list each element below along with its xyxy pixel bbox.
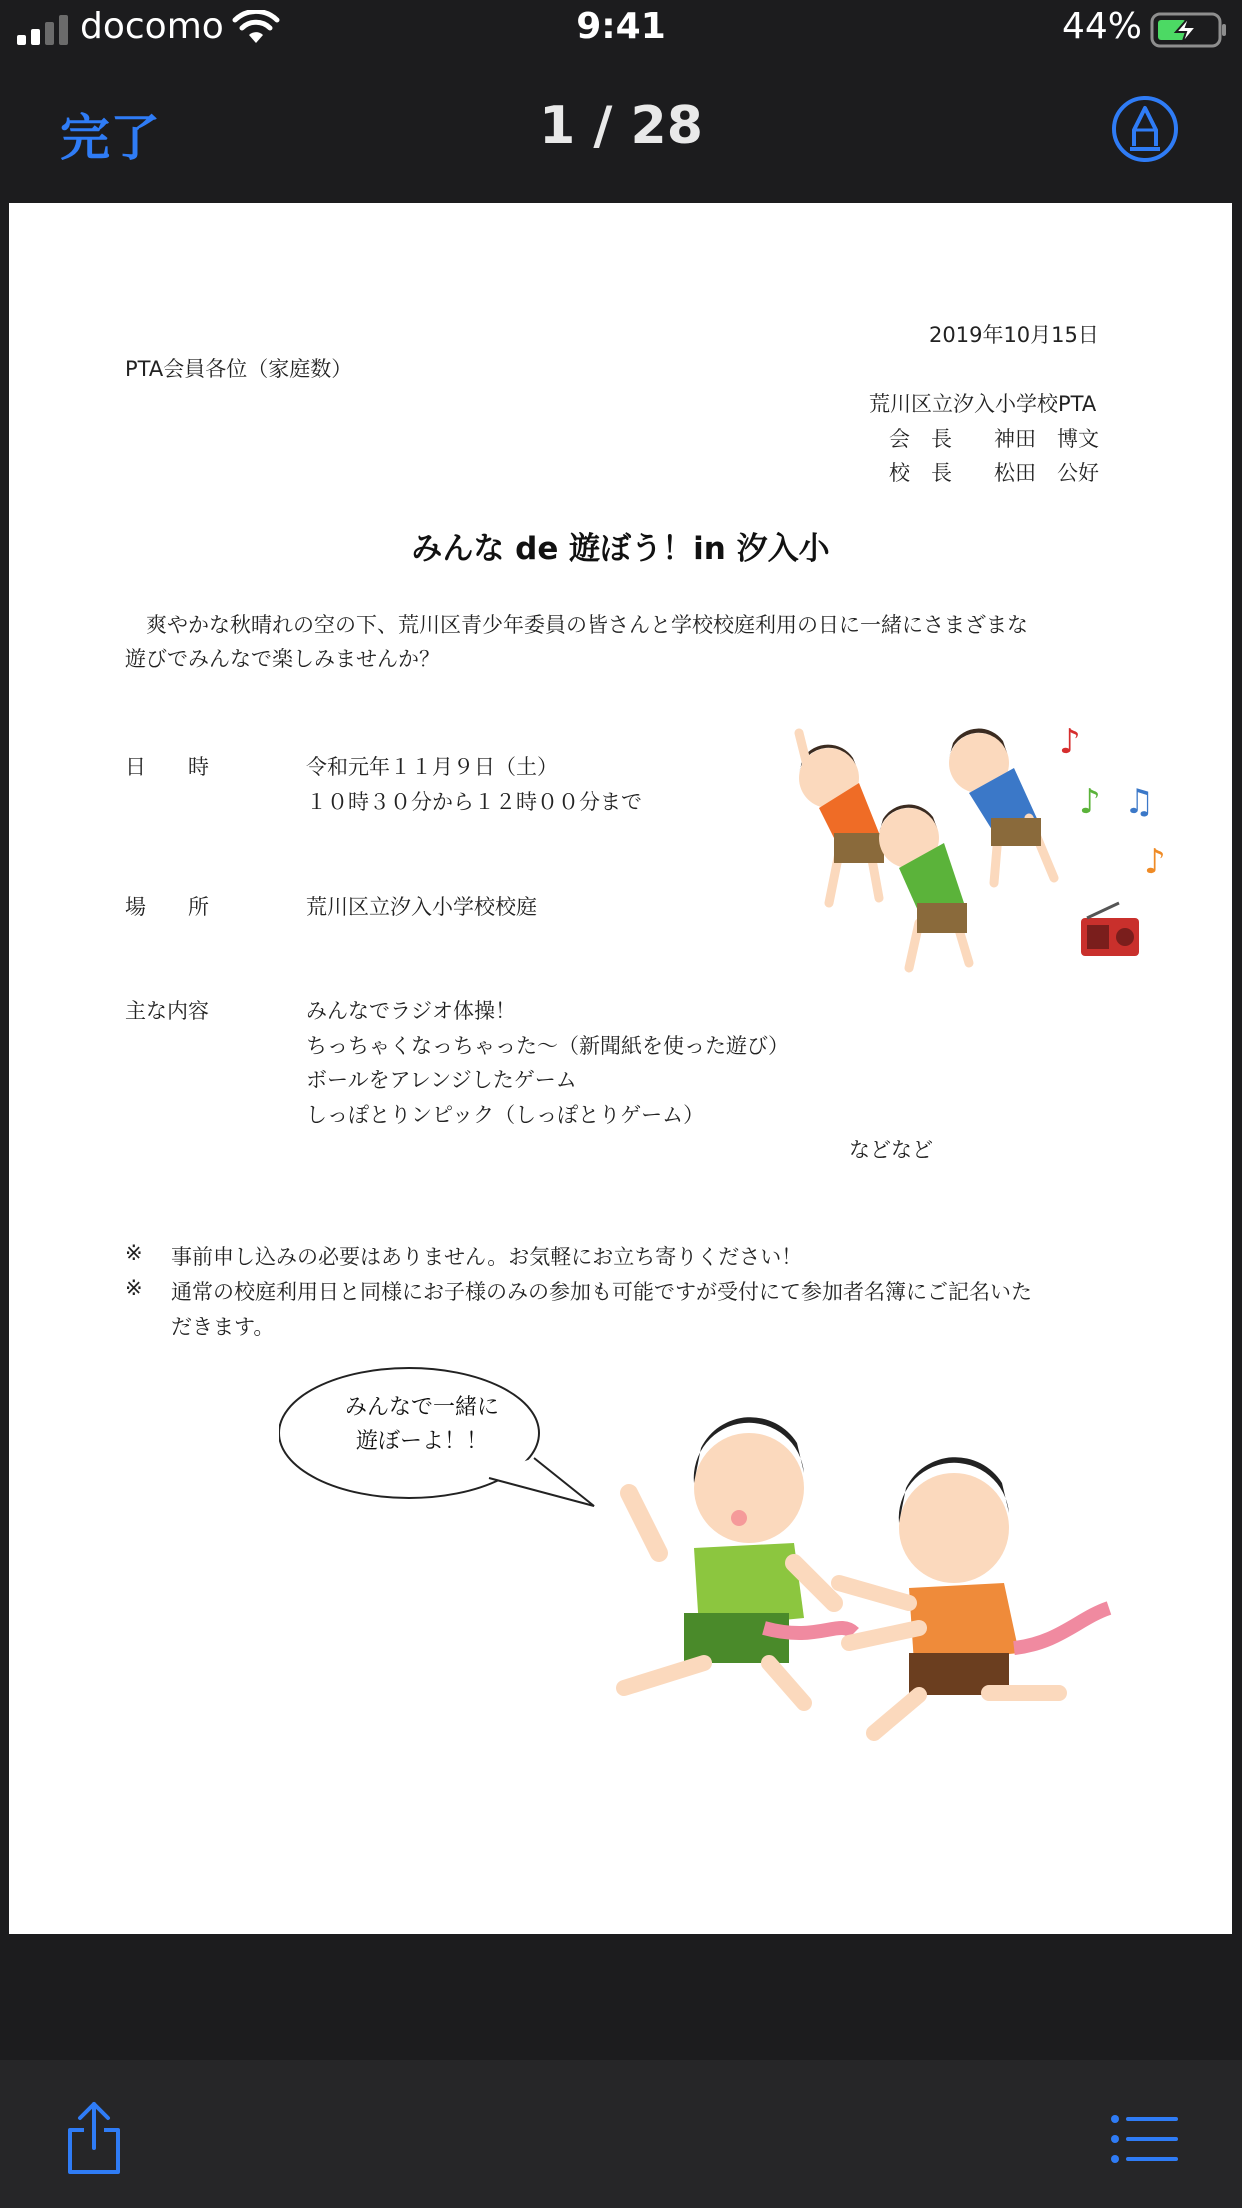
battery-percent: 44% [1061,6,1142,47]
speech-bubble-line: 遊ぼーよ！！ [355,1429,488,1454]
note-mark: ※ [125,1241,143,1265]
music-note-icon: ♪ [1079,782,1101,822]
music-notes-icon: ♫ [1124,782,1155,822]
detail-value: しっぽとりンピック（しっぽとりゲーム） [306,1103,705,1127]
speech-bubble-text [292,1391,552,1459]
document-addressee: PTA会員各位（家庭数） [125,357,353,381]
markup-pen-icon[interactable] [1110,94,1180,164]
document-signatory: 会 長 神田 博文 [889,427,1099,451]
kid-orange-figure [799,733,884,903]
note-text: だきます。 [171,1315,275,1339]
running-children-illustration [589,1403,1129,1743]
running-kid-orange-figure [839,1457,1109,1733]
status-bar [0,0,1242,62]
exercising-children-illustration [769,713,1189,983]
intro-line: 爽やかな秋晴れの空の下、荒川区青少年委員の皆さんと学校校庭利用の日に一緒にさまざまな [125,613,1028,637]
document-title: みんな de 遊ぼう！in 汐入小 [411,531,830,567]
navigation-bar [0,62,1242,202]
running-kid-green-figure [624,1417,854,1703]
document-date: 2019年10月15日 [929,323,1099,347]
detail-value: ボールをアレンジしたゲーム [306,1068,577,1092]
speech-bubble-line: みんなで一緒に [344,1395,499,1420]
note-text: 事前申し込みの必要はありません。お気軽にお立ち寄りください！ [171,1245,803,1269]
status-time: 9:41 [576,6,666,47]
detail-label: 日 時 [125,755,209,779]
detail-value: 荒川区立汐入小学校校庭 [306,895,537,919]
document-page[interactable] [9,203,1232,1934]
document-signatory: 校 長 松田 公好 [889,461,1099,485]
detail-label: 場 所 [125,895,209,919]
radio-icon [1081,903,1139,956]
etc-text: などなど [849,1138,933,1162]
kid-blue-figure [949,729,1054,883]
detail-label: 主な内容 [125,999,209,1023]
music-note-icon: ♪ [1144,842,1166,882]
note-mark: ※ [125,1276,143,1300]
list-icon[interactable] [1110,2114,1180,2164]
document-issuer: 荒川区立汐入小学校PTA [869,392,1097,416]
music-note-icon: ♪ [1059,722,1081,762]
carrier-name: docomo [80,6,224,47]
battery-charging-icon [1150,12,1228,48]
detail-value: みんなでラジオ体操！ [306,999,516,1023]
done-button[interactable]: 完了 [60,109,160,167]
intro-line: 遊びでみんなで楽しみませんか？ [125,647,440,671]
share-icon[interactable] [64,2100,124,2176]
page-indicator: 1 / 28 [539,96,703,156]
detail-value: １０時３０分から１２時００分まで [306,790,642,814]
kid-green-figure [879,805,969,968]
detail-value: ちっちゃくなっちゃった〜（新聞紙を使った遊び） [306,1034,789,1058]
bottom-toolbar [0,2060,1242,2208]
note-text: 通常の校庭利用日と同様にお子様のみの参加も可能ですが受付にて参加者名簿にご記名いた [171,1280,1032,1304]
detail-value: 令和元年１１月９日（土） [306,755,558,779]
